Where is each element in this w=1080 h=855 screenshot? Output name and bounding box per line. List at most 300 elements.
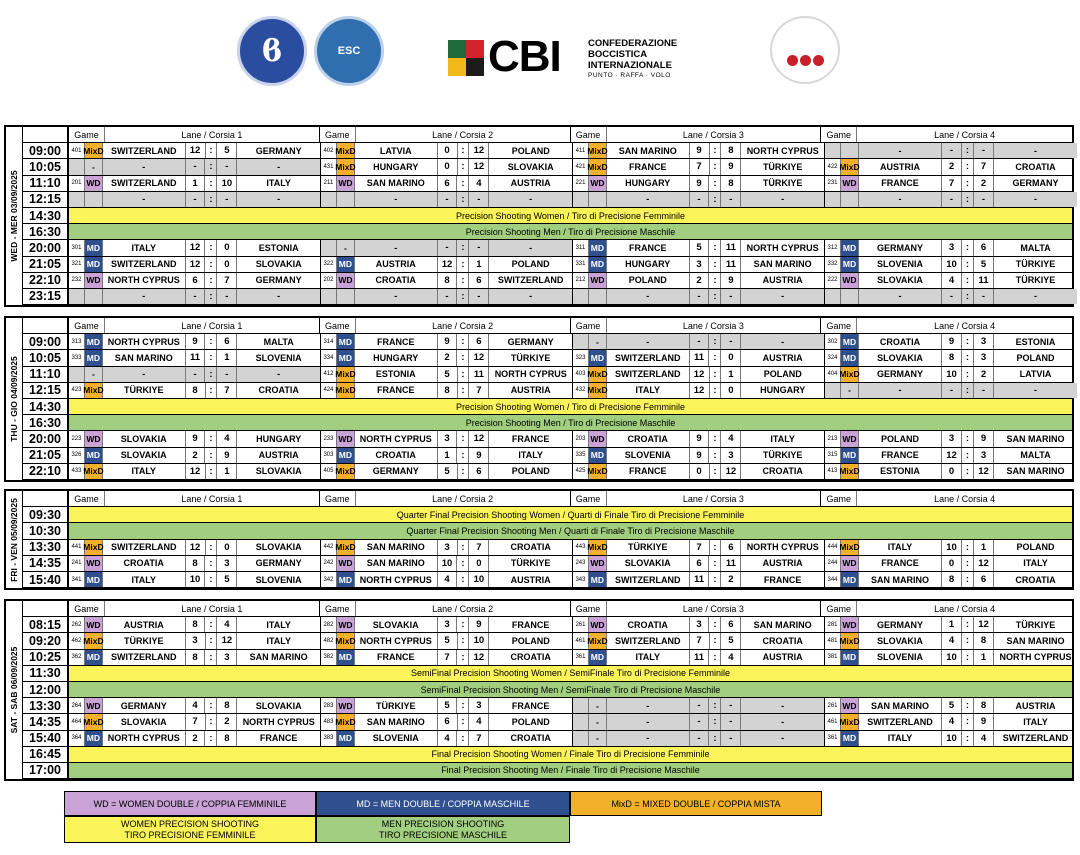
day-label: FRI - VEN 05/09/2025 [6, 491, 23, 588]
time-slot: 16:30 [23, 224, 67, 240]
match-number: 412 [321, 367, 337, 382]
schedule-row [69, 523, 1072, 539]
score-away: 11 [721, 240, 741, 255]
match-cell [69, 698, 321, 713]
team-away: - [489, 192, 572, 207]
team-home: SLOVAKIA [859, 273, 942, 288]
team-home: SWITZERLAND [607, 633, 690, 648]
match-number: 382 [321, 650, 337, 665]
match-number: 343 [573, 572, 589, 587]
team-away: TÜRKIYE [1015, 619, 1056, 630]
time-column [23, 491, 69, 588]
match-cell [69, 556, 321, 571]
score-away: 9 [974, 431, 994, 446]
match-cell [573, 617, 825, 632]
schedule-row [69, 540, 1072, 556]
legend-mixd: MixD = MIXED DOUBLE / COPPIA MISTA [570, 791, 822, 816]
match-cell [825, 273, 1077, 288]
score-separator: : [206, 143, 218, 158]
match-type: WD [841, 273, 859, 288]
match-type: MD [85, 240, 103, 255]
score-separator: : [962, 698, 974, 713]
time-slot: 11:10 [23, 176, 67, 192]
match-cell [321, 464, 573, 479]
match-number: 411 [573, 143, 589, 158]
team-home: ITALY [607, 383, 690, 398]
match-cell [321, 633, 573, 648]
legend-md: MD = MEN DOUBLE / COPPIA MASCHILE [316, 791, 570, 816]
match-number: 401 [69, 143, 85, 158]
match-cell [321, 698, 573, 713]
team-away: - [489, 289, 572, 304]
match-type: MD [589, 240, 607, 255]
score-away: - [217, 367, 237, 382]
game-header: Game [821, 127, 857, 142]
score-away: - [217, 289, 237, 304]
match-number [825, 143, 841, 158]
team-home: GERMANY [859, 617, 942, 632]
team-home: ESTONIA [355, 367, 438, 382]
match-cell [825, 572, 1077, 587]
team-home: SLOVAKIA [103, 448, 186, 463]
team-away: AUSTRIA [762, 558, 803, 569]
score-away: 8 [217, 731, 237, 746]
match-number: 312 [825, 240, 841, 255]
team-home: - [103, 289, 186, 304]
team-away: SAN MARINO [249, 652, 308, 663]
score-separator: : [709, 240, 721, 255]
team-away: POLAND [1016, 542, 1055, 553]
team-home: SLOVAKIA [859, 350, 942, 365]
team-home: - [103, 159, 186, 174]
team-away: POLAND [1016, 352, 1055, 363]
match-cell [69, 464, 321, 479]
team-away: TÜRKIYE [510, 558, 551, 569]
session-banner: Precision Shooting Women / Tiro di Precisione Femminile [69, 399, 1072, 414]
team-away: - [237, 367, 320, 382]
score-separator: : [457, 572, 469, 587]
team-home: - [355, 240, 438, 255]
score-home: 3 [438, 540, 458, 555]
score-home: 12 [438, 257, 458, 272]
match-type: - [589, 714, 607, 729]
score-separator: : [962, 540, 974, 555]
score-separator: : [457, 698, 469, 713]
match-number: 315 [825, 448, 841, 463]
match-cell [69, 143, 321, 158]
score-home: 11 [690, 350, 710, 365]
match-number [69, 367, 85, 382]
match-cell [825, 192, 1077, 207]
team-away: ITALY [1023, 716, 1048, 727]
score-separator: : [457, 334, 469, 349]
score-home: 3 [186, 633, 206, 648]
score-away: - [721, 192, 741, 207]
score-away: 4 [974, 731, 994, 746]
schedule-row [69, 176, 1072, 192]
schedule-row [69, 464, 1072, 480]
match-type: MD [337, 448, 355, 463]
team-home: SWITZERLAND [607, 350, 690, 365]
score-away: 10 [469, 633, 489, 648]
match-cell [573, 159, 825, 174]
match-number [69, 159, 85, 174]
score-separator: : [962, 714, 974, 729]
team-home: AUSTRIA [859, 159, 942, 174]
score-separator: : [206, 633, 218, 648]
team-away: SLOVAKIA [255, 542, 302, 553]
lane-header: Lane / Corsia 1 [181, 603, 243, 614]
score-home: 7 [690, 159, 710, 174]
score-separator: : [457, 448, 469, 463]
score-separator: : [458, 633, 470, 648]
score-away: 6 [721, 540, 741, 555]
match-type: MixD [841, 367, 859, 382]
schedule-grid [69, 127, 1072, 305]
score-separator: : [457, 240, 469, 255]
match-type: MD [85, 257, 103, 272]
schedule-row [69, 698, 1072, 714]
score-separator: : [709, 572, 721, 587]
score-away: 11 [469, 367, 489, 382]
schedule-row [69, 431, 1072, 447]
game-header: Game [69, 601, 105, 616]
score-away: 8 [217, 698, 237, 713]
match-cell [825, 289, 1077, 304]
match-cell [69, 572, 321, 587]
match-type: MixD [337, 464, 355, 479]
schedule-row [69, 289, 1072, 305]
match-cell [573, 257, 825, 272]
team-home: - [607, 698, 690, 713]
match-cell [825, 448, 1077, 463]
game-header: Game [320, 127, 356, 142]
score-home: 5 [438, 464, 458, 479]
score-home: 0 [438, 143, 458, 158]
match-number: 201 [69, 176, 85, 191]
team-home: FRANCE [355, 383, 438, 398]
score-away: 6 [974, 572, 994, 587]
score-home: 12 [690, 383, 710, 398]
team-home: NORTH CYPRUS [103, 334, 186, 349]
team-home: SWITZERLAND [103, 257, 186, 272]
match-type: WD [337, 617, 355, 632]
match-number: 311 [573, 240, 589, 255]
team-away: SLOVAKIA [507, 161, 554, 172]
match-number: 231 [825, 176, 841, 191]
match-number: 405 [321, 464, 337, 479]
lane-header-row [69, 491, 1072, 507]
match-cell [825, 731, 1077, 746]
match-number: 203 [573, 431, 589, 446]
score-away: - [469, 192, 489, 207]
score-home: 10 [438, 556, 458, 571]
match-type: WD [337, 698, 355, 713]
time-column [23, 318, 69, 480]
match-number: 302 [825, 334, 841, 349]
team-home: HUNGARY [355, 350, 438, 365]
time-slot: 14:35 [23, 556, 67, 572]
match-type: MixD [337, 714, 355, 729]
score-home: 10 [942, 650, 962, 665]
match-type: MixD [841, 159, 859, 174]
schedule-row [69, 367, 1072, 383]
match-number: 242 [321, 556, 337, 571]
score-separator: : [710, 464, 722, 479]
team-away: FRANCE [511, 700, 550, 711]
lane-header: Lane / Corsia 2 [432, 603, 494, 614]
score-home: - [690, 731, 710, 746]
score-away: 8 [721, 143, 741, 158]
match-cell [321, 731, 573, 746]
score-away: - [469, 240, 489, 255]
match-cell [69, 650, 321, 665]
match-number: 362 [69, 650, 85, 665]
team-home: SLOVAKIA [103, 714, 186, 729]
team-away: TÜRKIYE [510, 352, 551, 363]
match-cell [573, 540, 825, 555]
time-header [23, 491, 67, 507]
team-away: SAN MARINO [1006, 433, 1065, 444]
team-home: ESTONIA [859, 464, 942, 479]
score-away: 6 [721, 617, 741, 632]
match-cell [69, 240, 321, 255]
match-number: 423 [69, 383, 85, 398]
match-type: WD [85, 273, 103, 288]
session-banner: SemiFinal Precision Shooting Women / SemiFinale Tiro di Precisione Femminile [69, 666, 1072, 681]
score-away: - [721, 714, 741, 729]
match-type: MixD [337, 383, 355, 398]
score-away: 12 [974, 617, 994, 632]
match-type: MD [589, 572, 607, 587]
score-away: 9 [974, 714, 994, 729]
match-number: 342 [321, 572, 337, 587]
team-home: - [607, 289, 690, 304]
lane-header: Lane / Corsia 3 [682, 320, 744, 331]
team-home: CROATIA [607, 431, 690, 446]
team-home: FRANCE [355, 334, 438, 349]
game-header: Game [571, 318, 607, 333]
time-slot: 21:05 [23, 448, 67, 464]
match-cell [573, 698, 825, 713]
score-home: - [942, 192, 962, 207]
score-home: 2 [690, 273, 710, 288]
match-type: MD [589, 448, 607, 463]
score-home: 8 [186, 383, 206, 398]
team-home: FRANCE [607, 159, 690, 174]
match-cell [69, 448, 321, 463]
score-separator: : [709, 273, 721, 288]
score-separator: : [962, 572, 974, 587]
match-cell [825, 540, 1077, 555]
game-header: Game [571, 601, 607, 616]
score-home: 2 [942, 159, 962, 174]
lane-header: Lane / Corsia 2 [432, 129, 494, 140]
team-home: - [859, 289, 942, 304]
session-banner: Precision Shooting Men / Tiro di Precisione Maschile [69, 415, 1072, 430]
match-number: 262 [69, 617, 85, 632]
schedule-row [69, 556, 1072, 572]
match-type: - [589, 334, 607, 349]
match-cell [69, 176, 321, 191]
team-home: AUSTRIA [103, 617, 186, 632]
match-cell [69, 431, 321, 446]
cbi-logo-tagline: PUNTO · RAFFA · VOLO [588, 72, 671, 79]
score-separator: : [962, 383, 974, 398]
esc-logo-mark: ESC [337, 44, 361, 57]
team-home: SAN MARINO [103, 350, 186, 365]
match-type: - [589, 731, 607, 746]
score-home: - [690, 289, 710, 304]
score-away: 8 [974, 633, 994, 648]
day-block [4, 489, 1074, 590]
match-type: WD [841, 176, 859, 191]
match-cell [69, 289, 321, 304]
time-slot: 15:40 [23, 731, 67, 747]
lane-header: Lane / Corsia 3 [682, 603, 744, 614]
score-home: 10 [942, 257, 962, 272]
team-home: ITALY [859, 540, 942, 555]
score-separator: : [205, 731, 217, 746]
team-away: AUSTRIA [762, 352, 803, 363]
score-home: 0 [942, 556, 962, 571]
match-number: 321 [69, 257, 85, 272]
match-type: MixD [841, 714, 859, 729]
match-type: MD [841, 650, 859, 665]
match-cell [69, 350, 321, 365]
score-separator: : [962, 731, 974, 746]
score-separator: : [457, 617, 469, 632]
score-away: 0 [217, 257, 237, 272]
team-away: CROATIA [1015, 574, 1056, 585]
time-column [23, 601, 69, 779]
score-home: 7 [690, 633, 710, 648]
match-cell [573, 383, 825, 398]
team-home: - [859, 192, 942, 207]
team-home: GERMANY [859, 240, 942, 255]
team-home: CROATIA [355, 273, 438, 288]
score-home: - [186, 367, 206, 382]
score-home: 5 [438, 633, 458, 648]
score-separator: : [205, 650, 217, 665]
team-away: TÜRKIYE [762, 450, 803, 461]
match-cell [825, 698, 1077, 713]
match-cell [573, 240, 825, 255]
match-type: MD [337, 731, 355, 746]
match-type: MixD [85, 633, 103, 648]
match-cell [321, 176, 573, 191]
time-slot: 08:15 [23, 617, 67, 633]
team-home: - [859, 143, 942, 158]
cbi-logo-subtitle: CONFEDERAZIONE BOCCISTICA INTERNAZIONALE [588, 38, 678, 71]
match-type: MixD [85, 464, 103, 479]
score-home: 9 [690, 431, 710, 446]
team-away: - [741, 698, 824, 713]
score-home: 7 [186, 714, 206, 729]
score-separator: : [710, 143, 722, 158]
match-type: WD [85, 176, 103, 191]
match-type: MD [841, 334, 859, 349]
match-number: 221 [573, 176, 589, 191]
score-home: 4 [942, 633, 962, 648]
score-away: 7 [217, 273, 237, 288]
match-number: 421 [573, 159, 589, 174]
team-away: AUSTRIA [258, 450, 299, 461]
match-number: 261 [825, 698, 841, 713]
time-slot: 13:30 [23, 540, 67, 556]
score-home: 10 [942, 540, 962, 555]
team-away: - [741, 192, 824, 207]
match-type: MD [589, 350, 607, 365]
match-type: MixD [85, 714, 103, 729]
match-cell [321, 617, 573, 632]
team-home: - [103, 192, 186, 207]
match-type: - [337, 240, 355, 255]
team-home: SLOVENIA [859, 650, 942, 665]
match-type: MD [85, 448, 103, 463]
score-separator: : [457, 289, 469, 304]
score-separator: : [709, 334, 721, 349]
score-separator: : [205, 448, 217, 463]
score-away: 4 [469, 714, 489, 729]
team-home: FRANCE [859, 176, 942, 191]
match-number: 461 [573, 633, 589, 648]
score-separator: : [457, 192, 469, 207]
team-home: ITALY [859, 731, 942, 746]
team-home: GERMANY [859, 367, 942, 382]
time-column [23, 127, 69, 305]
match-number: 333 [69, 350, 85, 365]
time-header [23, 127, 67, 143]
team-away: GERMANY [255, 558, 302, 569]
score-away: 9 [469, 448, 489, 463]
team-home: SLOVAKIA [103, 431, 186, 446]
score-away: - [469, 289, 489, 304]
team-away: POLAND [511, 716, 550, 727]
team-home: GERMANY [355, 464, 438, 479]
score-separator: : [709, 448, 721, 463]
match-number [573, 192, 589, 207]
match-type: MD [85, 650, 103, 665]
score-home: - [438, 192, 458, 207]
match-cell [69, 367, 321, 382]
match-type: MixD [337, 367, 355, 382]
score-away: - [974, 192, 994, 207]
team-home: FRANCE [607, 240, 690, 255]
score-separator: : [709, 192, 721, 207]
schedule-row [69, 572, 1072, 588]
score-separator: : [457, 556, 469, 571]
match-number: 403 [573, 367, 589, 382]
team-away: AUSTRIA [510, 385, 551, 396]
score-away: 11 [974, 273, 994, 288]
score-away: 1 [217, 464, 237, 479]
match-type: MD [337, 257, 355, 272]
score-separator: : [457, 257, 469, 272]
match-number: 413 [825, 464, 841, 479]
team-away: POLAND [763, 369, 802, 380]
score-separator: : [458, 383, 470, 398]
score-home: 5 [438, 698, 458, 713]
day-block [4, 125, 1074, 307]
team-away: ITALY [1023, 558, 1048, 569]
score-separator: : [205, 556, 217, 571]
game-header: Game [320, 601, 356, 616]
team-home: NORTH CYPRUS [103, 273, 186, 288]
team-away: SLOVENIA [255, 574, 302, 585]
score-home: - [942, 143, 962, 158]
score-away: 2 [217, 714, 237, 729]
